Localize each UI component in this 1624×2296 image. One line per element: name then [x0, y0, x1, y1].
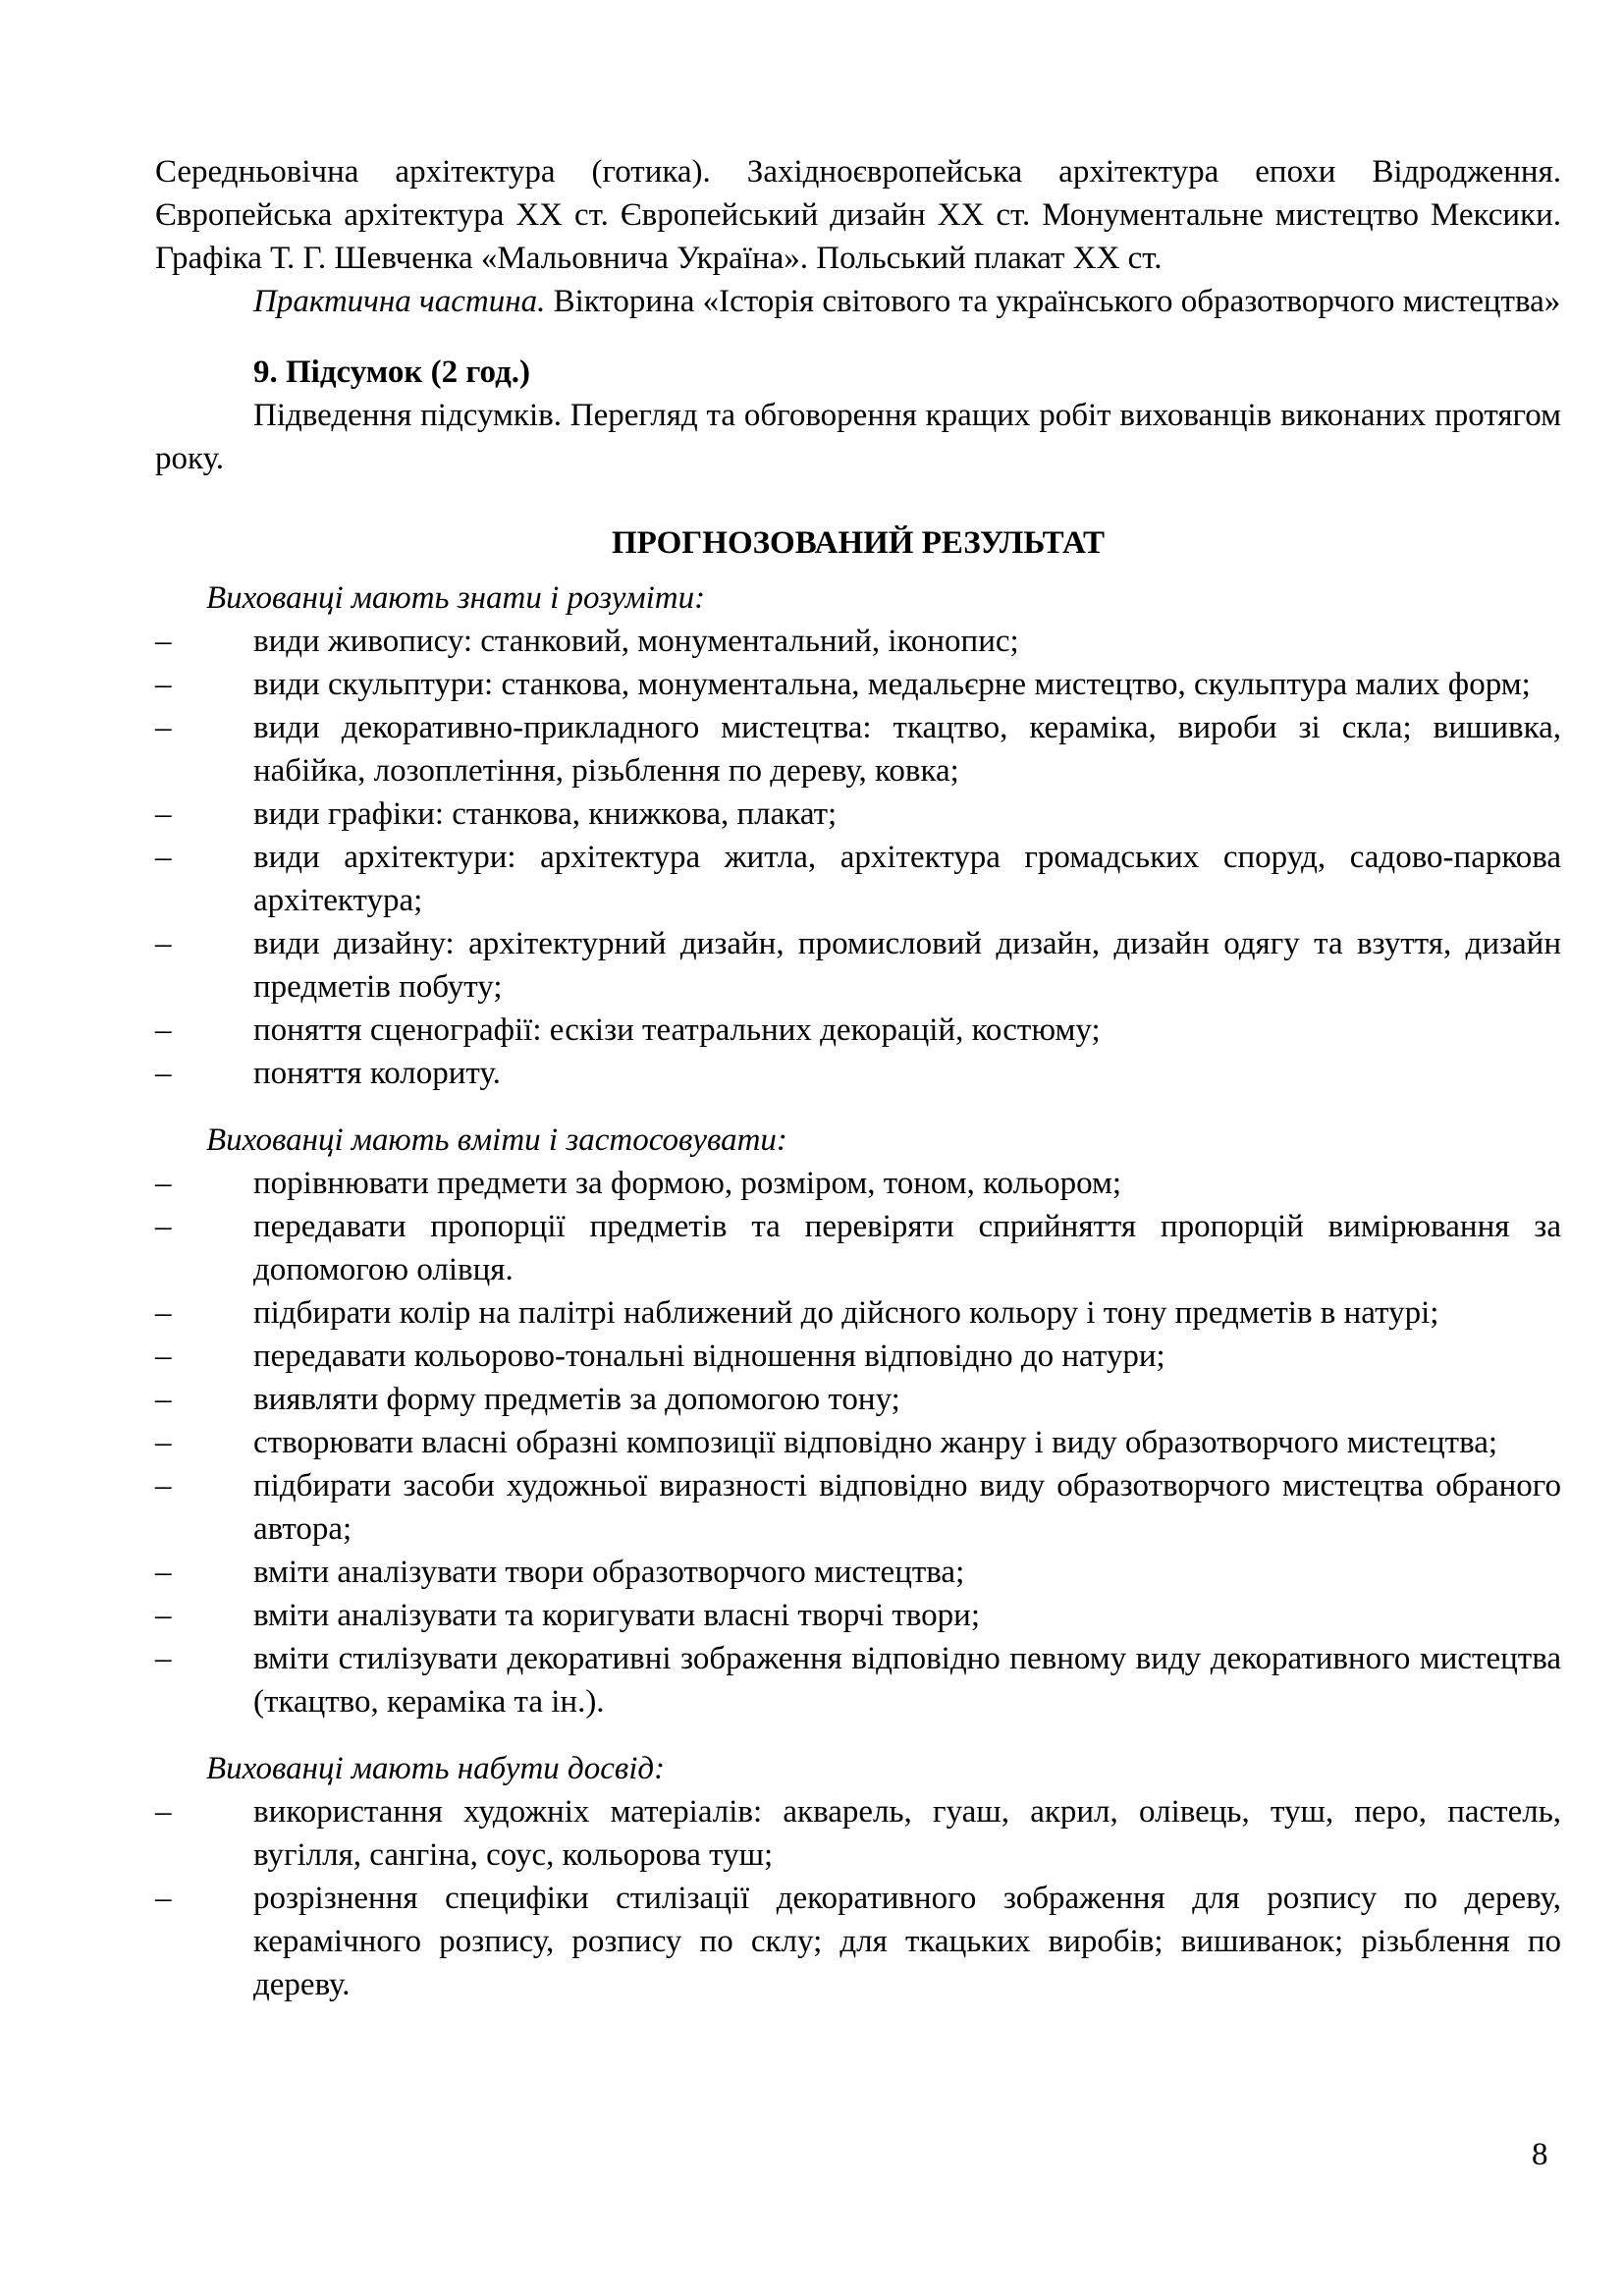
list-item-text: види живопису: станковий, монументальний, іконопис; [253, 624, 1019, 659]
list-item [155, 922, 1561, 1009]
list-item-text: види архітектури: архітектура житла, архітектура громадських споруд, садово-паркова архітектура; [253, 840, 1561, 918]
list-item-text: види декоративно-прикладного мистецтва: ткацтво, кераміка, вироби зі скла; вишивка, набійка, лозоплетіння, різьблення по дереву, ковка; [253, 710, 1561, 789]
intro-paragraph: Середньовічна архітектура (готика). Західноєвропейська архітектура епохи Відродження. Європейська архітектура XX ст. Європейський дизайн XX ст. Монументальне мистецтво Мексики. Графіка Т. Г. Шевченка «Мальовнича Україна». Польський плакат XX ст. [155, 154, 1561, 276]
can-list [155, 1162, 1561, 1723]
dash-bullet: – [155, 1555, 172, 1590]
dash-bullet: – [155, 1468, 172, 1503]
list-item [155, 620, 1561, 663]
document-page [155, 150, 1561, 2006]
dash-bullet: – [155, 667, 172, 702]
list-item-text: вміти стилізувати декоративні зображення відповідно певному виду декоративного мистецтва (ткацтво, кераміка та ін.). [253, 1641, 1561, 1720]
list-item [155, 1594, 1561, 1637]
dash-bullet: – [155, 1339, 172, 1374]
page-number: 8 [1532, 2137, 1548, 2172]
dash-bullet: – [155, 926, 172, 961]
list-item-text: підбирати засоби художньої виразності відповідно виду образотворчого мистецтва обраного автора; [253, 1468, 1561, 1547]
list-item-text: порівнювати предмети за формою, розміром, тоном, кольором; [253, 1166, 1122, 1201]
list-item [155, 1421, 1561, 1464]
dash-bullet: – [155, 1166, 172, 1201]
list-item [155, 1551, 1561, 1594]
list-item-text: види скульптури: станкова, монументальна, медальєрне мистецтво, скульптура малих форм; [253, 667, 1531, 702]
list-item-text: виявляти форму предметів за допомогою тону; [253, 1382, 900, 1417]
dash-bullet: – [155, 1881, 172, 1916]
section-9-heading: 9. Підсумок (2 год.) [253, 355, 530, 390]
list-item-text: розрізнення специфіки стилізації декоративного зображення для розпису по дереву, керамічного розпису, розпису по склу; для ткацьких виробів; вишиванок; різьблення по дереву. [253, 1881, 1561, 2002]
practical-part-text: Вікторина «Історія світового та українського образотворчого мистецтва» [545, 284, 1561, 319]
list-item [155, 1378, 1561, 1421]
experience-list [155, 1790, 1561, 2006]
dash-bullet: – [155, 1641, 172, 1676]
dash-bullet: – [155, 1598, 172, 1633]
list-item-text: створювати власні образні композиції відповідно жанру і виду образотворчого мистецтва; [253, 1425, 1498, 1460]
know-subheading: Вихованці мають знати і розуміти: [206, 580, 706, 616]
list-item [155, 706, 1561, 793]
list-item [155, 836, 1561, 922]
dash-bullet: – [155, 710, 172, 745]
know-list [155, 620, 1561, 1095]
list-item [155, 1464, 1561, 1551]
list-item [155, 1335, 1561, 1378]
practical-part-label: Практична частина. [253, 284, 546, 319]
list-item [155, 1291, 1561, 1335]
list-item-text: поняття сценографії: ескізи театральних декорацій, костюму; [253, 1012, 1101, 1048]
list-item-text: передавати пропорції предметів та перевіряти сприйняття пропорцій вимірювання за допомогою олівця. [253, 1209, 1561, 1287]
list-item [155, 793, 1561, 836]
list-item-text: використання художніх матеріалів: акварель, гуаш, акрил, олівець, туш, перо, пастель, вугілля, сангіна, соус, кольорова туш; [253, 1794, 1561, 1873]
dash-bullet: – [155, 1056, 172, 1091]
list-item-text: підбирати колір на палітрі наближений до дійсного кольору і тону предметів в натурі; [253, 1295, 1439, 1331]
list-item-text: поняття колориту. [253, 1056, 501, 1091]
dash-bullet: – [155, 796, 172, 832]
dash-bullet: – [155, 1794, 172, 1830]
section-9-text: Підведення підсумків. Перегляд та обговорення кращих робіт вихованців виконаних протягом року. [155, 398, 1561, 476]
list-item [155, 1205, 1561, 1291]
can-subheading: Вихованці мають вміти і застосовувати: [206, 1122, 787, 1158]
dash-bullet: – [155, 1012, 172, 1048]
dash-bullet: – [155, 1209, 172, 1244]
list-item [155, 1637, 1561, 1723]
list-item [155, 1009, 1561, 1052]
dash-bullet: – [155, 1295, 172, 1331]
dash-bullet: – [155, 624, 172, 659]
list-item [155, 663, 1561, 706]
list-item-text: вміти аналізувати твори образотворчого мистецтва; [253, 1555, 965, 1590]
list-item-text: передавати кольорово-тональні відношення відповідно до натури; [253, 1339, 1165, 1374]
dash-bullet: – [155, 1382, 172, 1417]
practical-part-paragraph [155, 280, 1561, 323]
dash-bullet: – [155, 840, 172, 875]
list-item [155, 1052, 1561, 1095]
list-item [155, 1877, 1561, 2006]
results-heading: ПРОГНОЗОВАНИЙ РЕЗУЛЬТАТ [611, 525, 1105, 561]
list-item-text: вміти аналізувати та коригувати власні творчі твори; [253, 1598, 981, 1633]
experience-subheading: Вихованці мають набути досвід: [206, 1751, 666, 1786]
dash-bullet: – [155, 1425, 172, 1460]
list-item [155, 1790, 1561, 1877]
list-item [155, 1162, 1561, 1205]
list-item-text: види графіки: станкова, книжкова, плакат; [253, 796, 838, 832]
list-item-text: види дизайну: архітектурний дизайн, промисловий дизайн, дизайн одягу та взуття, дизайн предметів побуту; [253, 926, 1561, 1005]
